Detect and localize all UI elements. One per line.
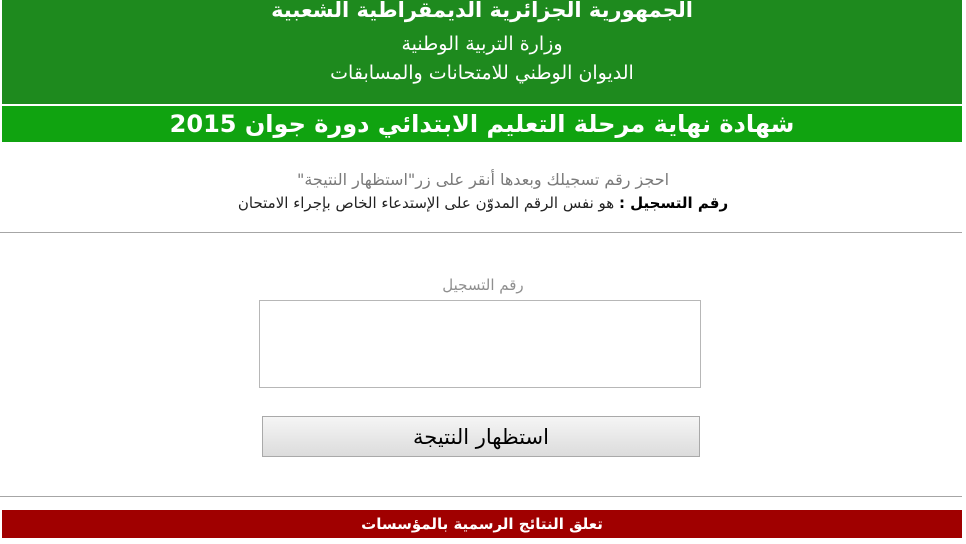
instruction-line: احجز رقم تسجيلك وبعدها أنقر على زر"استظهار النتيجة" bbox=[296, 170, 670, 189]
registration-number-input[interactable] bbox=[259, 300, 701, 388]
show-result-button[interactable]: استظهار النتيجة bbox=[262, 416, 700, 457]
republic-title: الجمهورية الجزائرية الديمقراطية الشعبية bbox=[271, 0, 693, 22]
registration-note-label: رقم التسجيل : bbox=[618, 194, 729, 212]
instructions bbox=[0, 168, 966, 214]
exam-title-band: شهادة نهاية مرحلة التعليم الابتدائي دورة جوان 2015 bbox=[2, 106, 962, 142]
office-title: الديوان الوطني للامتحانات والمسابقات bbox=[330, 62, 634, 84]
registration-number-label: رقم التسجيل bbox=[442, 276, 524, 294]
ministry-title: وزارة التربية الوطنية bbox=[401, 33, 563, 55]
footer-notice-band: تعلق النتائج الرسمية بالمؤسسات bbox=[2, 510, 962, 538]
top-divider bbox=[0, 232, 962, 233]
header-banner bbox=[2, 0, 962, 104]
registration-note bbox=[0, 192, 966, 214]
bottom-divider bbox=[0, 496, 962, 497]
registration-note-text: هو نفس الرقم المدوّن على الإستدعاء الخاص بإجراء الامتحان bbox=[237, 194, 619, 212]
